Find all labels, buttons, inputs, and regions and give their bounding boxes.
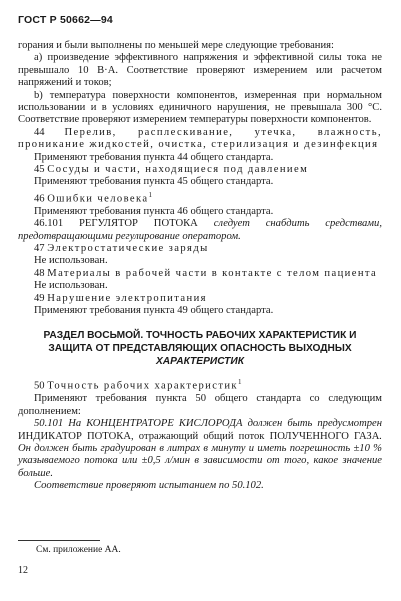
clause-48-text: Не использован.	[34, 280, 108, 292]
document-body	[18, 40, 382, 493]
clause-50-heading	[18, 376, 382, 393]
footnote: См. приложение АА.	[36, 545, 121, 555]
clause-number: 50	[34, 381, 45, 392]
clause-title: Точность рабочих характеристик	[47, 381, 238, 392]
document-header: ГОСТ Р 50662—94	[18, 14, 113, 26]
clause-49-text: Применяют требования пункта 49 общего стандарта.	[34, 305, 274, 317]
clause-45-text: Применяют требования пункта 45 общего стандарта.	[34, 176, 274, 188]
clause-title: Электростатические заряды	[47, 243, 209, 255]
clause-title: Нарушение электропитания	[47, 292, 207, 304]
footnote-divider	[18, 540, 100, 541]
clause-number: 50.101	[34, 418, 64, 430]
section-heading-line: ХАРАКТЕРИСТИК	[156, 356, 244, 368]
clause-48-heading	[18, 268, 382, 280]
clause-number: 46.101	[34, 218, 64, 230]
clause-44-heading	[18, 127, 382, 152]
clause-44-text: Применяют требования пункта 44 общего стандарта.	[34, 151, 274, 163]
clause-title: Сосуды и части, находящиеся под давлением	[47, 164, 309, 176]
spacer	[18, 317, 382, 329]
section-heading-line: РАЗДЕЛ ВОСЬМОЙ. ТОЧНОСТЬ РАБОЧИХ ХАРАКТЕРИСТИК И	[43, 330, 357, 342]
clause-46-heading	[18, 189, 382, 206]
clause-47-text: Не использован.	[34, 255, 108, 267]
footnote-marker: 1	[148, 190, 153, 199]
clause-number: 44	[34, 126, 45, 138]
clause-number: 47	[34, 243, 45, 255]
footnote-marker: 1	[237, 378, 242, 387]
defined-term: КОНЦЕНТРАТОРЕ КИСЛОРОДА	[86, 418, 243, 430]
clause-50-check: Соответствие проверяют испытанием по 50.102.	[34, 480, 264, 492]
clause-50-text: Применяют требования пункта 50 общего стандарта со следующим дополнением:	[18, 393, 382, 417]
clause-number: 48	[34, 267, 45, 279]
clause-title: Материалы в рабочей части в контакте с телом пациента	[47, 267, 378, 279]
clause-46-text: Применяют требования пункта 46 общего стандарта.	[34, 205, 274, 217]
defined-term: ИНДИКАТОР ПОТОКА	[18, 430, 131, 442]
clause-49-heading	[18, 293, 382, 305]
clause-number: 46	[34, 193, 45, 205]
clause-text: следует снабдить средствами, предотвращающими регулирование оператором.	[18, 218, 382, 242]
paragraph-item-b: b) температура поверхности компонентов, измеренная при нормальном использовании и в условиях единичного нарушения, не превышала 300 °С. Соответствие проверяют измерением температуры поверхности компонентов.	[18, 89, 382, 126]
clause-number: 49	[34, 292, 45, 304]
clause-text: . Он должен быть градуирован в литрах в минуту и иметь погрешность ±10 % указываемого потока или ±0,5 л/мин в зависимости от того, какое значение больше.	[18, 430, 383, 479]
paragraph: горания и были выполнены по меньшей мере следующие требования:	[18, 40, 334, 51]
clause-number: 45	[34, 164, 45, 176]
clause-46-101	[18, 218, 382, 243]
clause-text: На	[68, 418, 82, 430]
section-heading	[18, 329, 382, 368]
clause-text: , отражающий общий поток	[131, 430, 265, 442]
clause-text: должен быть предусмотрен	[247, 418, 382, 430]
page-number: 12	[18, 565, 28, 576]
defined-term: ПОЛУЧЕННОГО ГАЗА	[269, 430, 380, 442]
clause-title: Ошибки человека	[47, 193, 149, 205]
clause-50-101	[18, 418, 382, 480]
defined-term: РЕГУЛЯТОР ПОТОКА	[79, 218, 198, 230]
spacer	[18, 368, 382, 376]
paragraph-item-a: a) произведение эффективного напряжения и эффективной силы тока не превышало 10 В·А. Соответствие проверяют измерением или расчетом напряжений и токов;	[18, 52, 382, 89]
clause-45-heading	[18, 164, 382, 176]
clause-title: Перелив, расплескивание, утечка, влажность, проникание жидкостей, очистка, стерилизация и дезинфекция	[18, 126, 382, 151]
section-heading-line: ЗАЩИТА ОТ ПРЕДСТАВЛЯЮЩИХ ОПАСНОСТЬ ВЫХОДНЫХ	[48, 343, 352, 355]
clause-47-heading	[18, 243, 382, 255]
